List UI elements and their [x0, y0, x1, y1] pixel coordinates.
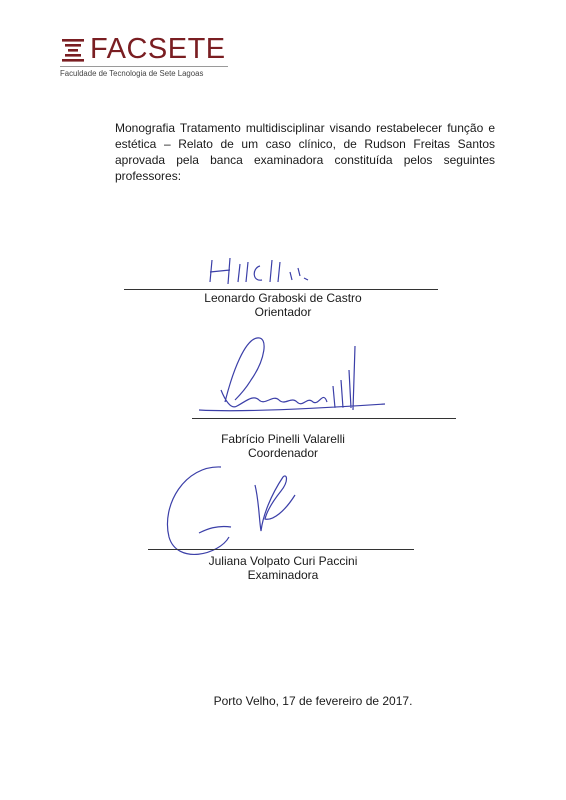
signature-line: [192, 418, 456, 419]
signatory-name: Fabrício Pinelli Valarelli: [221, 432, 345, 446]
signatory-name: Leonardo Graboski de Castro: [204, 291, 362, 305]
signatory-role: Coordenador: [247, 446, 319, 460]
signatory-name: Juliana Volpato Curi Paccini: [208, 554, 358, 568]
signature-line: [124, 289, 438, 290]
place-and-date: Porto Velho, 17 de fevereiro de 2017.: [213, 694, 413, 708]
signature-line: [148, 549, 414, 550]
signature-coordenador: [195, 330, 395, 420]
brand-name: FACSETE: [90, 33, 226, 65]
brand-subtitle: Faculdade de Tecnologia de Sete Lagoas: [60, 69, 204, 78]
logo-divider: [60, 66, 228, 67]
approval-statement: Monografia Tratamento multidisciplinar visando restabelecer função e estética – Relato de um caso clínico, de Rudson Freitas Santos aprovada pela banca examinadora constituída pelos seguintes professores:: [115, 121, 495, 183]
signatory-role: Orientador: [254, 305, 312, 319]
signature-orientador: [200, 254, 330, 290]
signatory-role: Examinadora: [247, 568, 319, 582]
facsete-logo: [60, 33, 240, 82]
facsete-emblem-icon: [60, 38, 86, 62]
